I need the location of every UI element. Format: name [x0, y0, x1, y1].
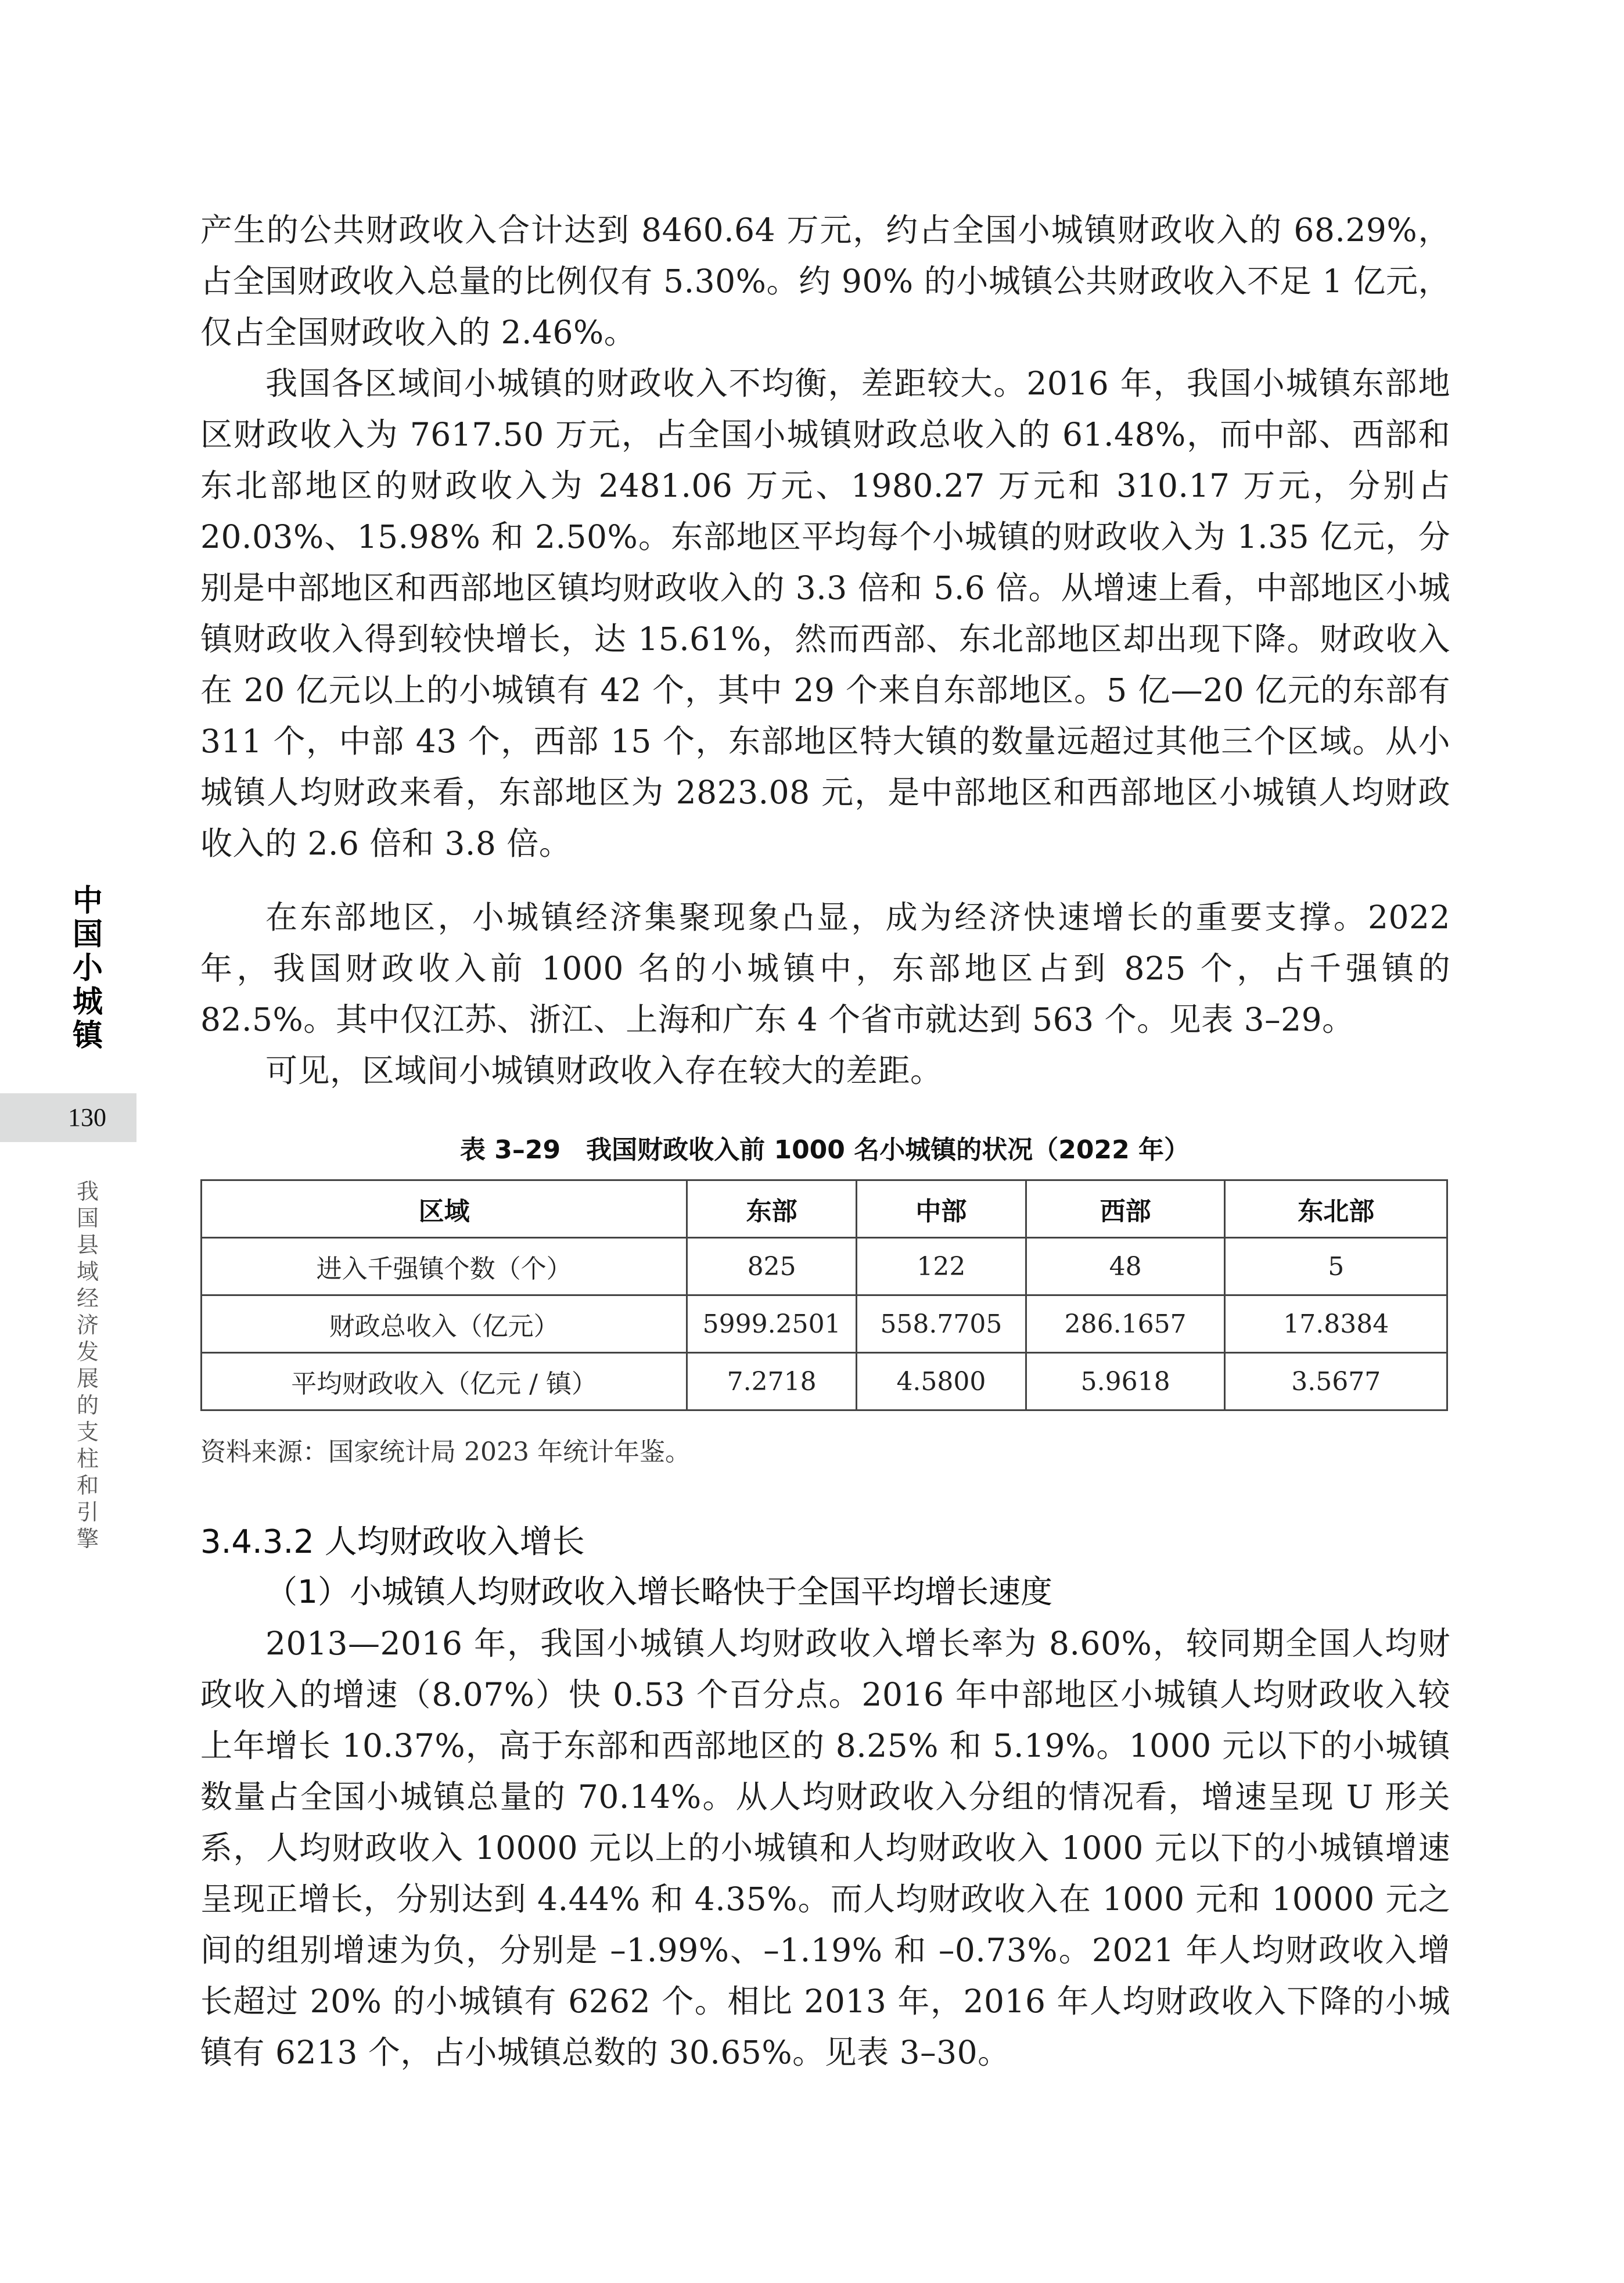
paragraph: 在东部地区，小城镇经济集聚现象凸显，成为经济快速增长的重要支撑。2022 年，我国财政收入前 1000 名的小城镇中，东部地区占到 825 个，占千强镇的 82.5%。其中仅江苏、浙江、上海和广东 4 个省市就达到 563 个。见表 3–29。 — [200, 899, 1450, 1038]
paragraph: 产生的公共财政收入合计达到 8460.64 万元，约占全国小城镇财政收入的 68.29%，占全国财政收入总量的比例仅有 5.30%。约 90% 的小城镇公共财政收入不足 1 亿元，仅占全国财政收入的 2.46%。 — [200, 211, 1450, 351]
running-book-title: 中国小城镇 — [72, 883, 103, 1053]
table-cell: 4.5800 — [857, 1353, 1026, 1410]
table-cell: 558.7705 — [857, 1295, 1026, 1353]
table-cell: 17.8384 — [1225, 1295, 1447, 1353]
table-cell: 122 — [857, 1238, 1026, 1295]
column-header: 区域 — [202, 1180, 687, 1238]
table-header-row — [202, 1180, 1447, 1238]
paragraph: 我国各区域间小城镇的财政收入不均衡，差距较大。2016 年，我国小城镇东部地区财政收入为 7617.50 万元，占全国小城镇财政总收入的 61.48%，而中部、西部和东北部地区的财政收入为 2481.06 万元、1980.27 万元和 310.17 万元，分别占 20.03%、15.98% 和 2.50%。东部地区平均每个小城镇的财政收入为 1.35 亿元，分别是中部地区和西部地区镇均财政收入的 3.3 倍和 5.6 倍。从增速上看，中部地区小城镇财政收入得到较快增长，达 15.61%，然而西部、东北部地区却出现下降。财政收入在 20 亿元以上的小城镇有 42 个，其中 29 个来自东部地区。5 亿—20 亿元的东部有 311 个，中部 43 个，西部 15 个，东部地区特大镇的数量远超过其他三个区域。从小城镇人均财政来看，东部地区为 2823.08 元，是中部地区和西部地区小城镇人均财政收入的 2.6 倍和 3.8 倍。 — [200, 365, 1450, 862]
column-header: 东北部 — [1225, 1180, 1447, 1238]
row-label: 平均财政收入（亿元 / 镇） — [202, 1353, 687, 1410]
table-cell: 286.1657 — [1026, 1295, 1225, 1353]
section-heading: 3.4.3.2 人均财政收入增长 — [200, 1523, 585, 1561]
table-cell: 5 — [1225, 1238, 1447, 1295]
body-text-bottom — [200, 1618, 1450, 2078]
running-chapter-title: 我国县域经济发展的支柱和引擎 — [76, 1179, 99, 1552]
body-text-middle — [200, 892, 1450, 1096]
body-text-top — [200, 204, 1450, 869]
table-source-note: 资料来源：国家统计局 2023 年统计年鉴。 — [200, 1437, 691, 1467]
row-label: 财政总收入（亿元） — [202, 1295, 687, 1353]
table-cell: 3.5677 — [1225, 1353, 1447, 1410]
paragraph: 可见，区域间小城镇财政收入存在较大的差距。 — [265, 1052, 943, 1089]
table-cell: 48 — [1026, 1238, 1225, 1295]
column-header: 东部 — [687, 1180, 857, 1238]
paragraph: 2013—2016 年，我国小城镇人均财政收入增长率为 8.60%，较同期全国人均财政收入的增速（8.07%）快 0.53 个百分点。2016 年中部地区小城镇人均财政收入较上年增长 10.37%，高于东部和西部地区的 8.25% 和 5.19%。1000 元以下的小城镇数量占全国小城镇总量的 70.14%。从人均财政收入分组的情况看，增速呈现 U 形关系，人均财政收入 10000 元以上的小城镇和人均财政收入 1000 元以下的小城镇增速呈现正增长，分别达到 4.44% 和 4.35%。而人均财政收入在 1000 元和 10000 元之间的组别增速为负，分别是 –1.99%、–1.19% 和 –0.73%。2021 年人均财政收入增长超过 20% 的小城镇有 6262 个。相比 2013 年，2016 年人均财政收入下降的小城镇有 6213 个，占小城镇总数的 30.65%。见表 3–30。 — [200, 1625, 1450, 2071]
column-header: 中部 — [857, 1180, 1026, 1238]
table-cell: 825 — [687, 1238, 857, 1295]
table-row — [202, 1295, 1447, 1353]
data-table — [200, 1179, 1448, 1411]
table-cell: 7.2718 — [687, 1353, 857, 1410]
table-row — [202, 1238, 1447, 1295]
table-cell: 5.9618 — [1026, 1353, 1225, 1410]
table-cell: 5999.2501 — [687, 1295, 857, 1353]
column-header: 西部 — [1026, 1180, 1225, 1238]
page-number: 130 — [68, 1103, 106, 1132]
table-row — [202, 1353, 1447, 1410]
sub-heading: （1）小城镇人均财政收入增长略快于全国平均增长速度 — [265, 1573, 1052, 1610]
row-label: 进入千强镇个数（个） — [202, 1238, 687, 1295]
table-caption: 表 3–29 我国财政收入前 1000 名小城镇的状况（2022 年） — [459, 1135, 1190, 1165]
